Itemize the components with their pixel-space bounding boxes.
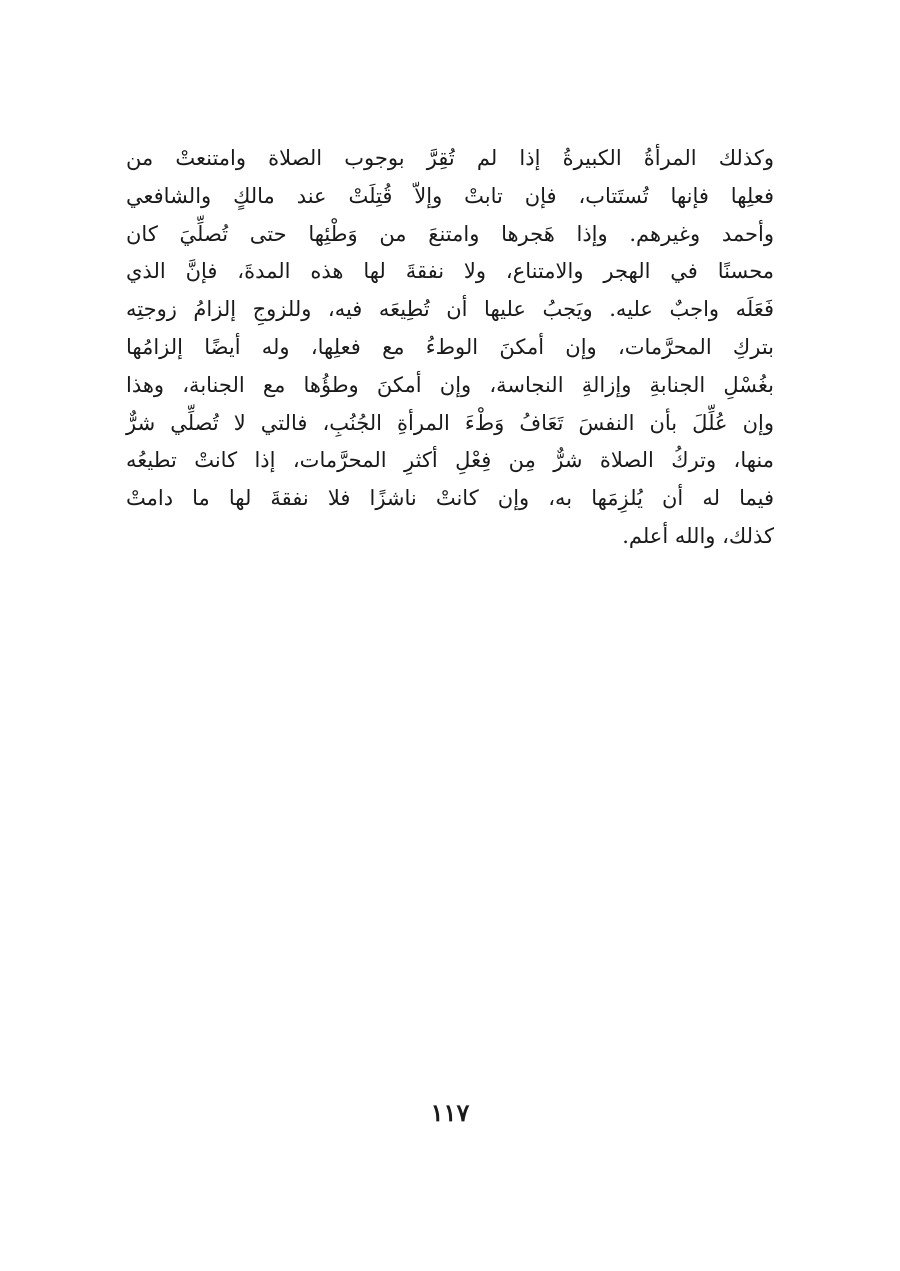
text-line: وإن عُلِّلَ بأن النفسَ تَعَافُ وَطْءَ المرأةِ الجُنُبِ، فالتي لا تُصلِّي شرٌّ — [126, 410, 774, 435]
text-line: كذلك، والله أعلم. — [622, 523, 774, 548]
page-number: ١١٧ — [430, 1098, 470, 1127]
text-line: بغُسْلِ الجنابةِ وإزالةِ النجاسة، وإن أمكنَ وطؤُها مع الجنابة، وهذا — [126, 372, 774, 397]
text-line: وأحمد وغيرهم. وإذا هَجرها وامتنعَ من وَطْئِها حتى تُصلِّيَ كان — [126, 221, 774, 246]
text-line: فعلِها فإنها تُستَتاب، فإن تابتْ وإلاّ قُتِلَتْ عند مالكٍ والشافعي — [126, 183, 774, 208]
body-paragraph — [126, 140, 774, 556]
text-line: محسنًا في الهجر والامتناع، ولا نفقةَ لها هذه المدةَ، فإنَّ الذي — [126, 259, 774, 284]
text-line: بتركِ المحرَّمات، وإن أمكنَ الوطءُ مع فعلِها، وله أيضًا إلزامُها — [126, 334, 774, 359]
text-line: منها، وتركُ الصلاة شرٌّ مِن فِعْلِ أكثرِ المحرَّمات، إذا كانتْ تطيعُه — [126, 448, 774, 473]
text-line: فيما له أن يُلزِمَها به، وإن كانتْ ناشزًا فلا نفقةَ لها ما دامتْ — [126, 486, 774, 511]
text-line: وكذلك المرأةُ الكبيرةُ إذا لم تُقِرَّ بوجوب الصلاة وامتنعتْ من — [126, 146, 774, 170]
text-line: فَعَلَه واجبٌ عليه. ويَجبُ عليها أن تُطِيعَه فيه، وللزوجِ إلزامُ زوجتِه — [126, 297, 775, 322]
